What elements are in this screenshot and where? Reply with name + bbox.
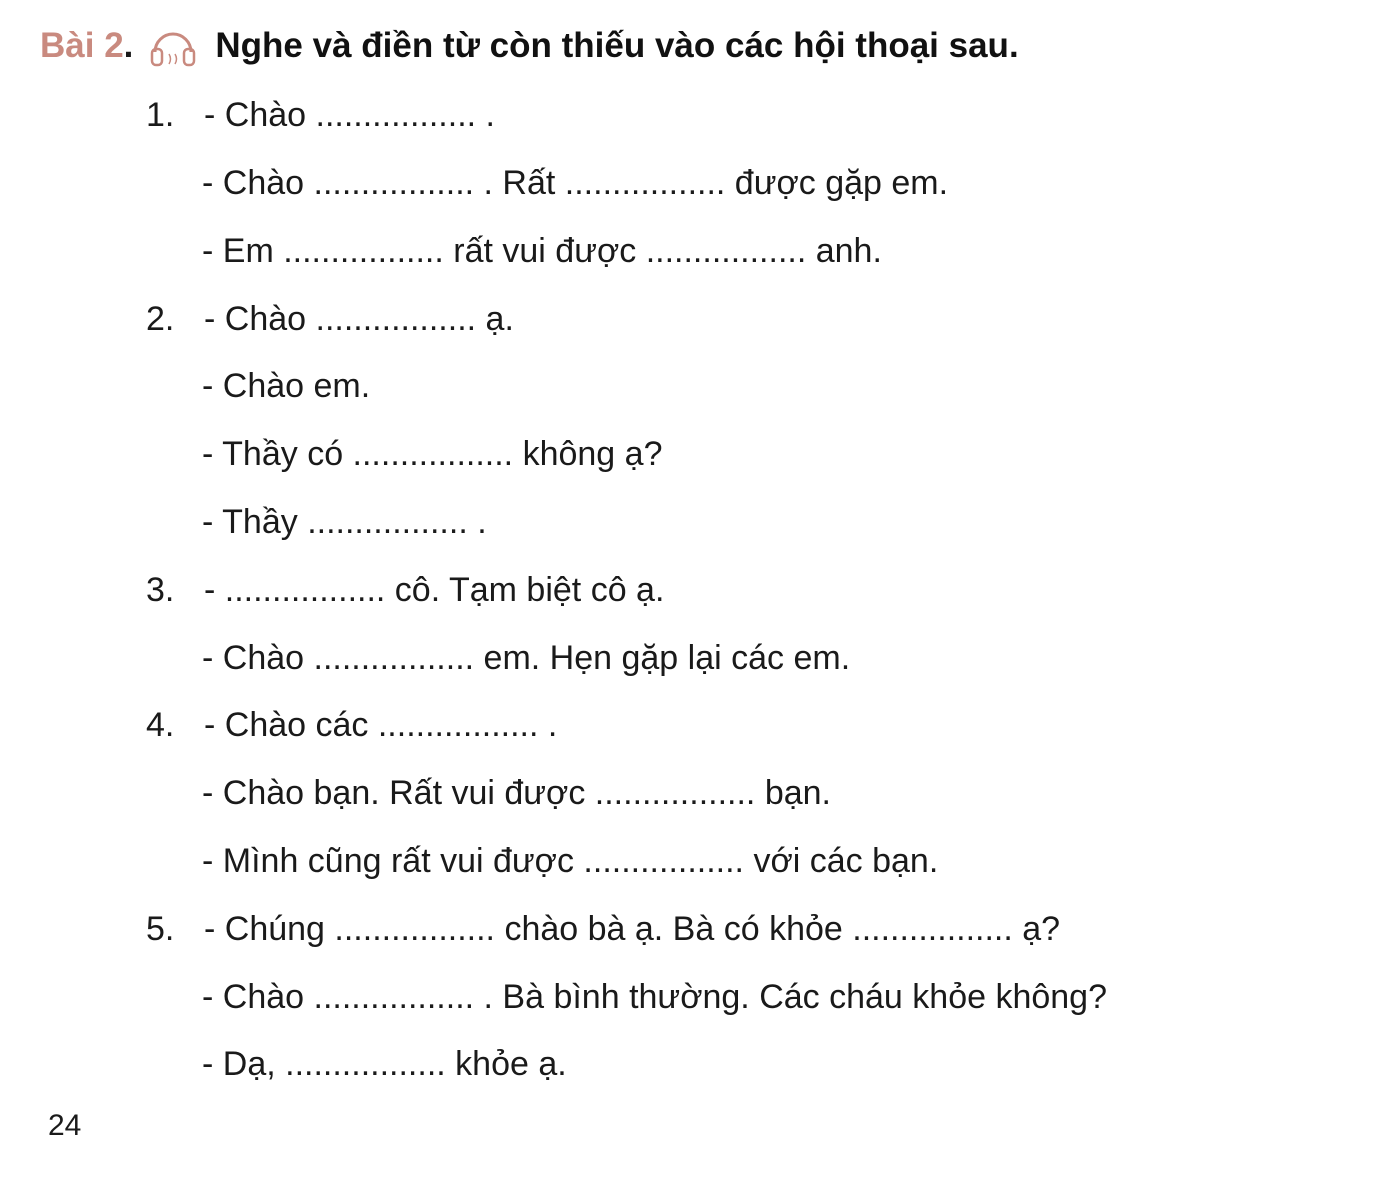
exercise-title: Nghe và điền từ còn thiếu vào các hội thoại sau. bbox=[215, 26, 1019, 65]
dialogue-4-line-1: - Chào các ................. . bbox=[204, 706, 558, 744]
dialogue-1-line-1: - Chào ................. . bbox=[204, 96, 495, 134]
dialogue-2-line-4: - Thầy ................. . bbox=[202, 503, 487, 541]
exercise-label: Bài 2 bbox=[40, 26, 124, 65]
dialogue-number-1: 1. bbox=[146, 96, 175, 134]
dialogue-5-line-1: - Chúng ................. chào bà ạ. Bà có khỏe ................. ạ? bbox=[204, 910, 1061, 948]
dialogue-number-2: 2. bbox=[146, 300, 175, 338]
dialogue-3-line-1: - ................. cô. Tạm biệt cô ạ. bbox=[204, 571, 665, 609]
exercise-label-dot: . bbox=[123, 26, 134, 65]
headphones-icon[interactable] bbox=[147, 20, 199, 72]
dialogue-4-line-2: - Chào bạn. Rất vui được ................. bạn. bbox=[202, 774, 831, 812]
exercise-header bbox=[40, 18, 1019, 74]
dialogue-1-line-3: - Em ................. rất vui được ................. anh. bbox=[202, 232, 882, 270]
dialogue-2-line-3: - Thầy có ................. không ạ? bbox=[202, 435, 663, 473]
dialogue-number-5: 5. bbox=[146, 910, 175, 948]
dialogue-5-line-2: - Chào ................. . Bà bình thường. Các cháu khỏe không? bbox=[202, 978, 1108, 1016]
dialogue-5-line-3: - Dạ, ................. khỏe ạ. bbox=[202, 1045, 567, 1083]
dialogue-4-line-3: - Mình cũng rất vui được ................. với các bạn. bbox=[202, 842, 939, 880]
dialogue-3-line-2: - Chào ................. em. Hẹn gặp lại các em. bbox=[202, 639, 851, 677]
dialogue-number-4: 4. bbox=[146, 706, 175, 744]
page-number: 24 bbox=[48, 1109, 82, 1142]
dialogue-1-line-2: - Chào ................. . Rất ................. được gặp em. bbox=[202, 164, 949, 202]
dialogue-2-line-2: - Chào em. bbox=[202, 367, 371, 405]
dialogue-2-line-1: - Chào ................. ạ. bbox=[204, 300, 514, 338]
dialogue-number-3: 3. bbox=[146, 571, 175, 609]
